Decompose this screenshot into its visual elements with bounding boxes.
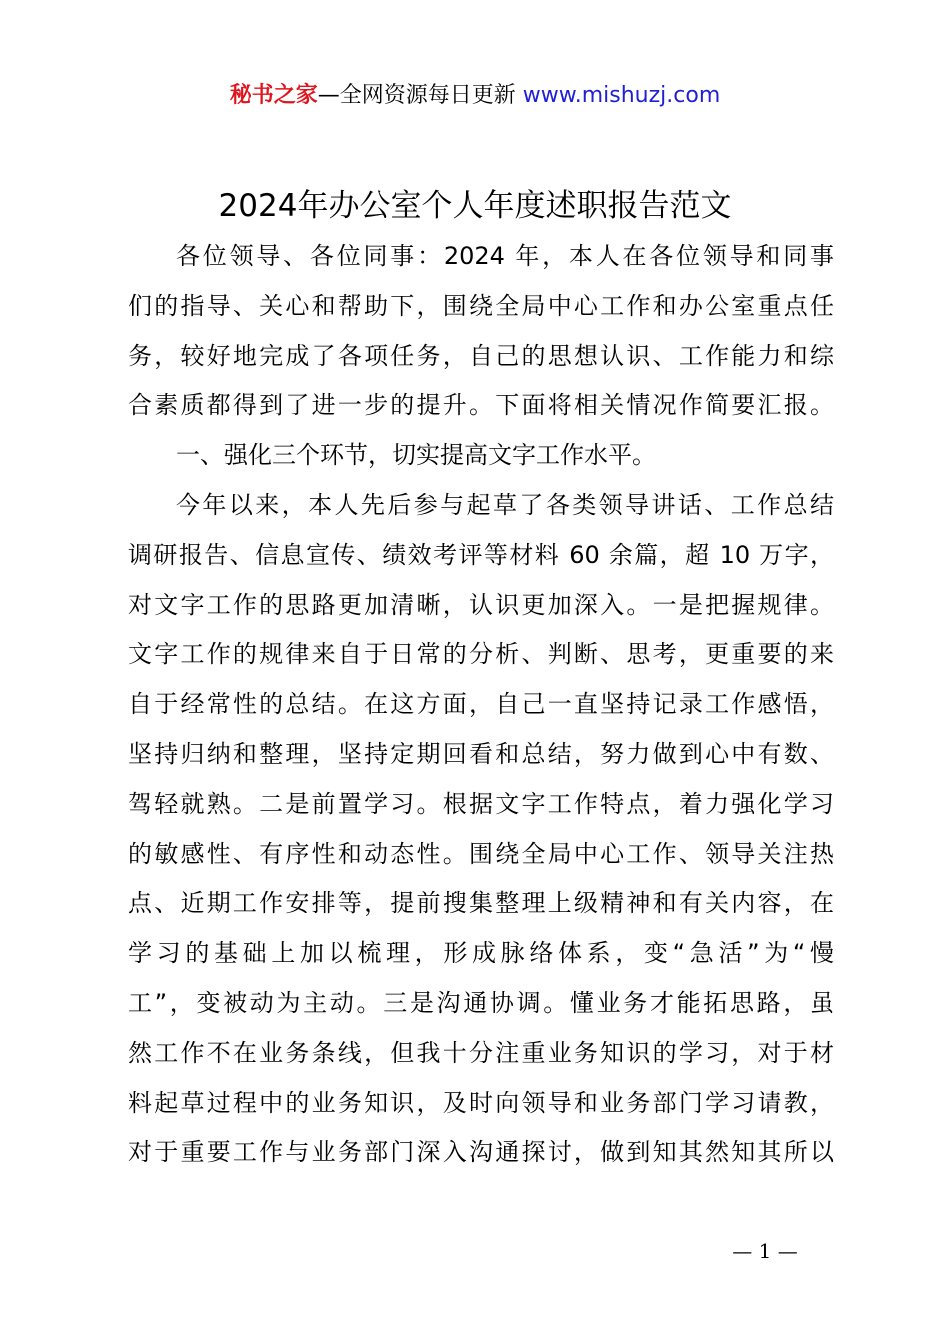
text-line: 驾轻就熟。二是前置学习。根据文字工作特点，着力强化学习 [128, 789, 834, 818]
site-header [0, 78, 950, 114]
document-title: 2024年办公室个人年度述职报告范文 [218, 188, 732, 224]
text-line: 然工作不在业务条线，但我十分注重业务知识的学习，对于材 [128, 1038, 834, 1067]
site-url-link[interactable]: www.mishuzj.com [522, 83, 721, 108]
document-body [128, 232, 834, 1178]
text-line: 工”，变被动为主动。三是沟通协调。懂业务才能拓思路，虽 [128, 988, 834, 1017]
text-line: 对于重要工作与业务部门深入沟通探讨，做到知其然知其所以 [128, 1138, 834, 1167]
text-line: 学习的基础上加以梳理，形成脉络体系，变“急活”为“慢 [128, 939, 834, 968]
text-line: 对文字工作的思路更加清晰，认识更加深入。一是把握规律。 [128, 590, 834, 619]
section-heading: 一、强化三个环节，切实提高文字工作水平。 [176, 441, 656, 470]
text-line: 坚持归纳和整理，坚持定期回看和总结，努力做到心中有数、 [128, 739, 834, 768]
text-line: 合素质都得到了进一步的提升。下面将相关情况作简要汇报。 [128, 391, 834, 420]
text-line: 文字工作的规律来自于日常的分析、判断、思考，更重要的来 [128, 640, 834, 669]
text-line: 料起草过程中的业务知识，及时向领导和业务部门学习请教， [128, 1088, 834, 1117]
text-line: 的敏感性、有序性和动态性。围绕全局中心工作、领导关注热 [128, 839, 834, 868]
text-line: 点、近期工作安排等，提前搜集整理上级精神和有关内容，在 [128, 889, 834, 918]
page-number: — 1 — [732, 1239, 798, 1263]
text-line: 自于经常性的总结。在这方面，自己一直坚持记录工作感悟， [128, 690, 834, 719]
site-tagline: —全网资源每日更新 [317, 83, 523, 108]
text-line: 们的指导、关心和帮助下，围绕全局中心工作和办公室重点任 [128, 291, 834, 320]
site-brand: 秘书之家 [229, 83, 318, 108]
text-line: 务，较好地完成了各项任务，自己的思想认识、工作能力和综 [128, 341, 834, 370]
text-line: 各位领导、各位同事：2024 年，本人在各位领导和同事 [176, 242, 834, 270]
text-line: 调研报告、信息宣传、绩效考评等材料 60 余篇，超 10 万字， [128, 540, 834, 569]
text-line: 今年以来，本人先后参与起草了各类领导讲话、工作总结 [176, 490, 834, 519]
